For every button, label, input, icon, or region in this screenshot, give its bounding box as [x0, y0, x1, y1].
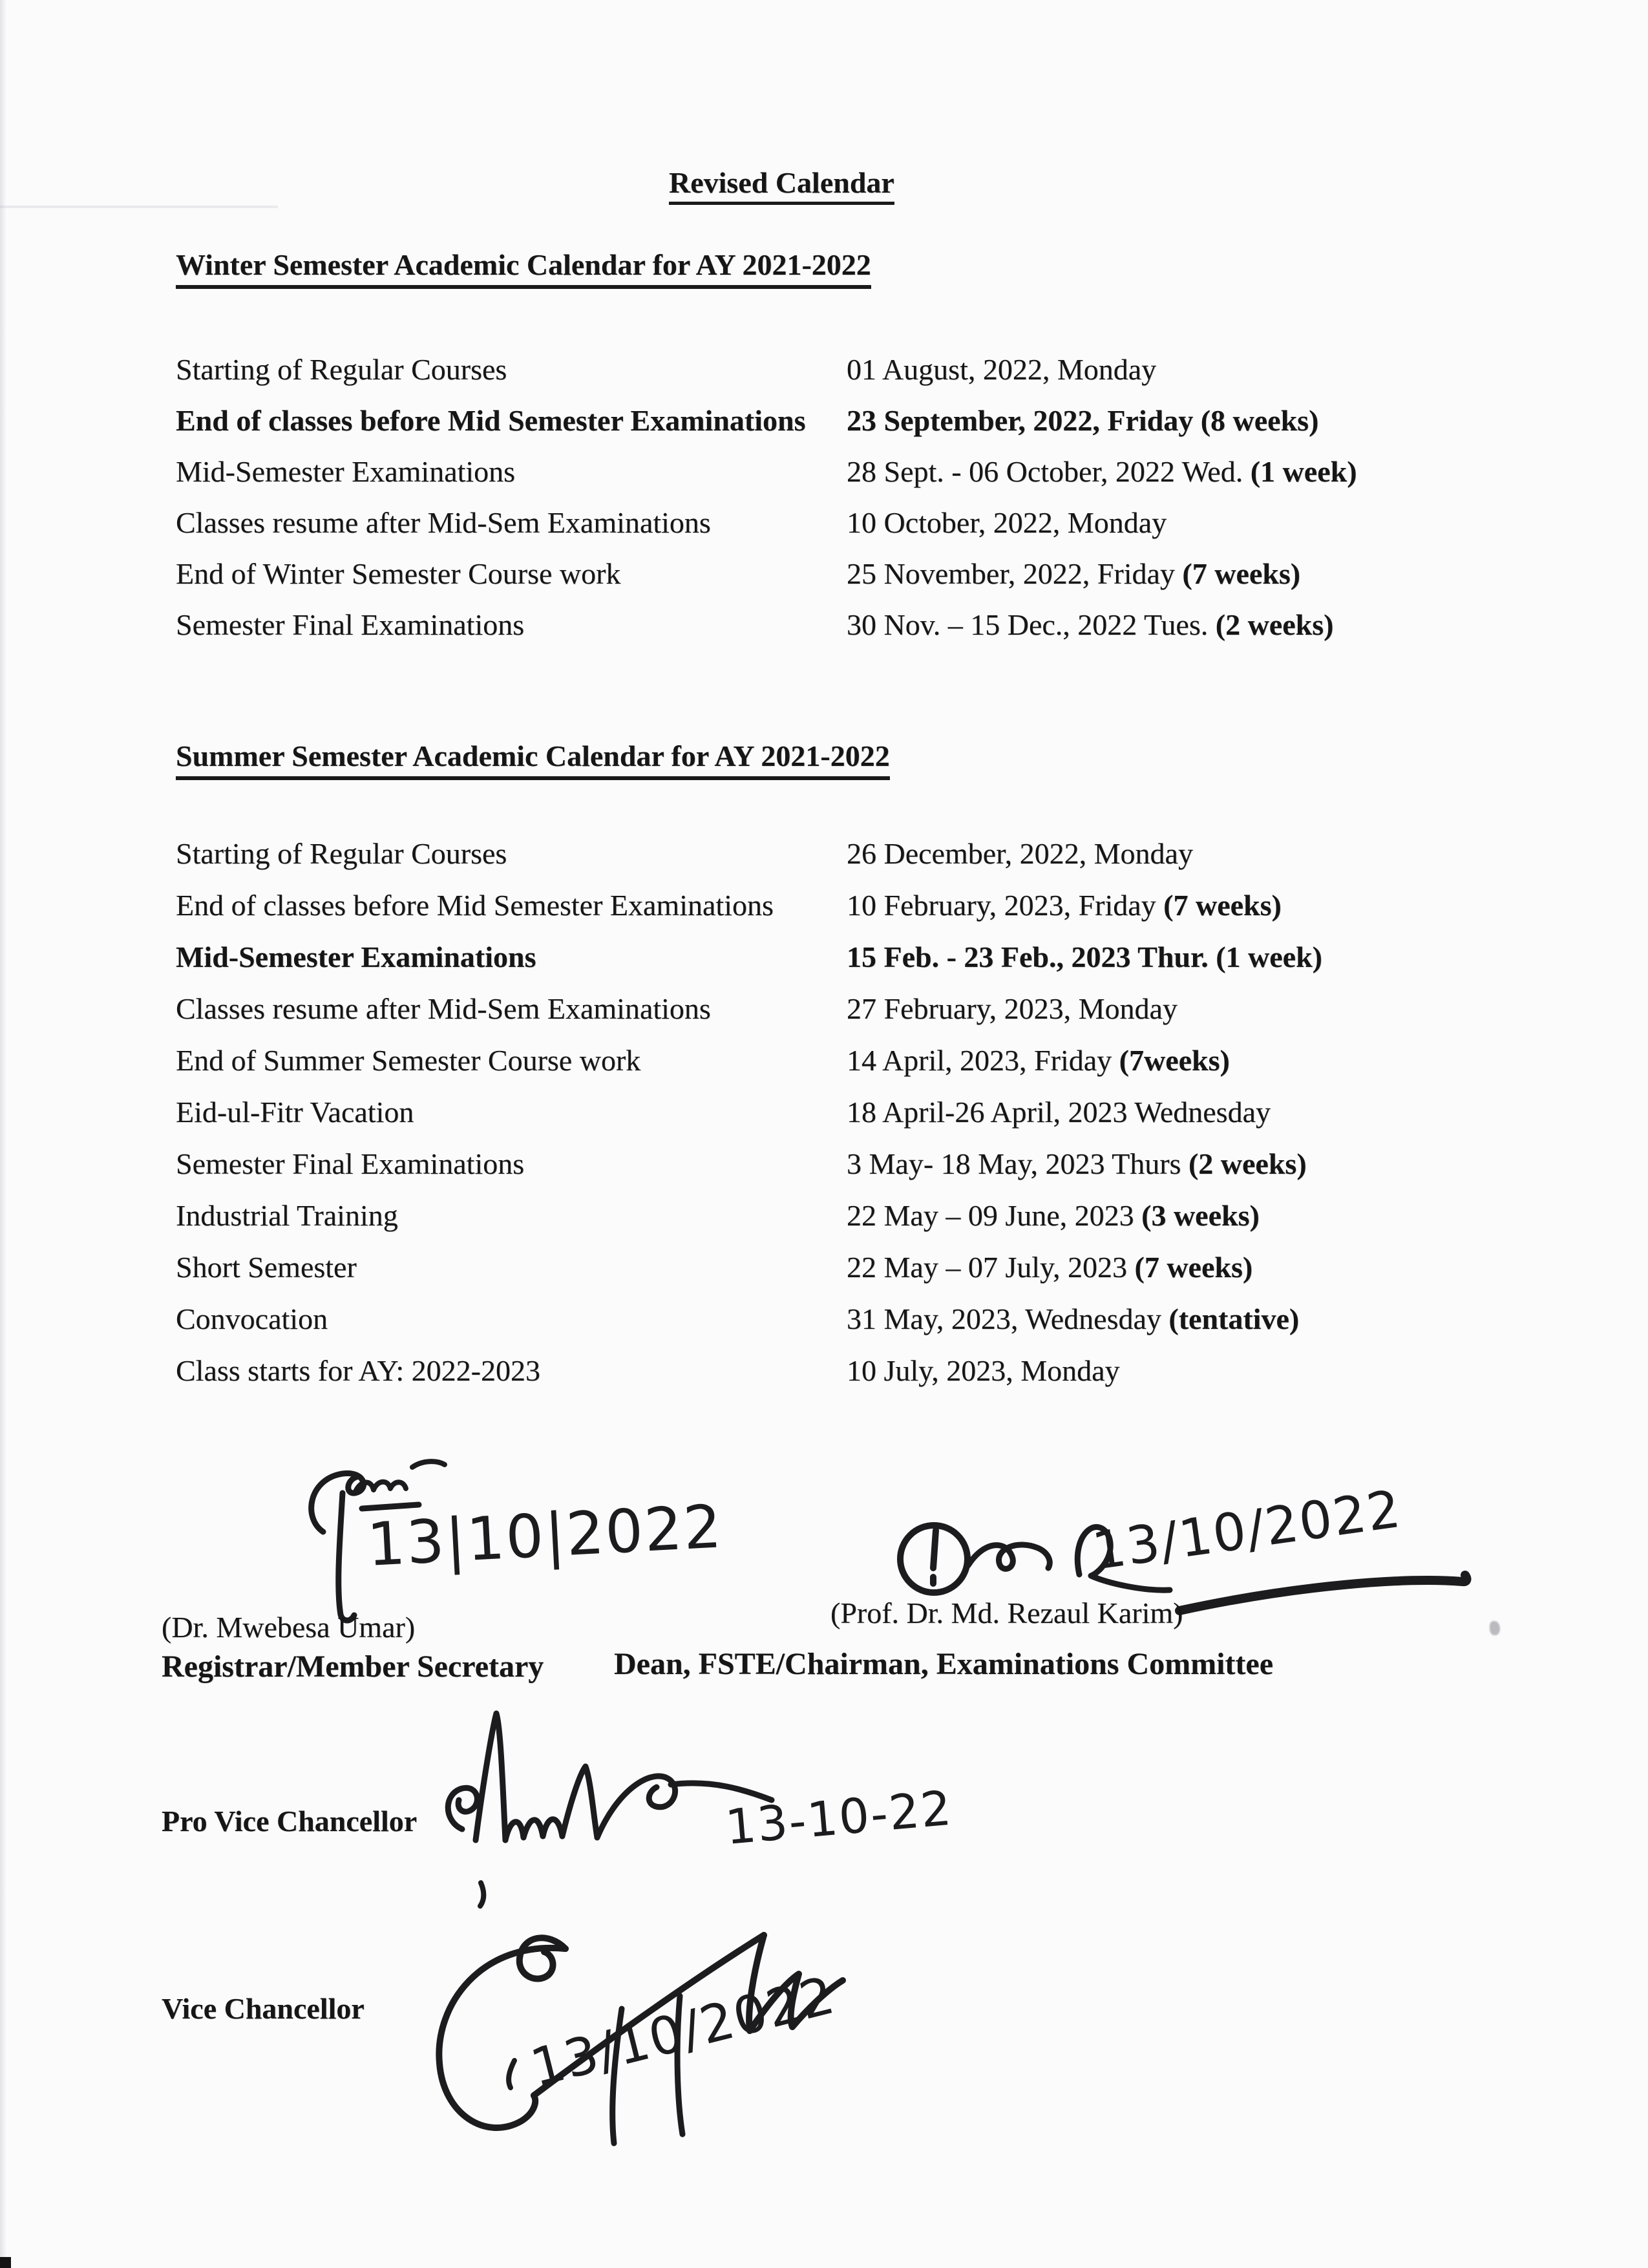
calendar-row-label: End of Winter Semester Course work: [176, 557, 621, 590]
calendar-value-segment: 28 Sept. - 06 October, 2022 Wed.: [847, 455, 1251, 488]
calendar-value-segment: 14 April, 2023, Friday: [847, 1043, 1119, 1077]
calendar-row-value: [847, 836, 1193, 871]
calendar-value-segment: 25 November, 2022, Friday: [847, 557, 1183, 590]
calendar-row: [176, 1034, 1507, 1086]
calendar-row-label: Semester Final Examinations: [176, 608, 525, 641]
scan-edge-shadow: [0, 0, 6, 2268]
calendar-row-value: [847, 1302, 1299, 1336]
vice-chancellor-label: Vice Chancellor: [162, 1992, 364, 2025]
calendar-value-segment: 26 December, 2022, Monday: [847, 836, 1193, 870]
calendar-row: [176, 931, 1507, 982]
calendar-row-value: [847, 888, 1282, 922]
calendar-value-segment: 01 August, 2022, Monday: [847, 353, 1157, 386]
calendar-value-segment: 10 February, 2023, Friday: [847, 888, 1164, 922]
calendar-row-value: [847, 454, 1357, 489]
calendar-row-value: [847, 608, 1333, 642]
calendar-value-segment: 27 February, 2023, Monday: [847, 991, 1178, 1025]
vice-chancellor-signature-date: 13/10/2022: [525, 1964, 841, 2099]
calendar-row-label: Short Semester: [176, 1250, 357, 1284]
registrar-name: (Dr. Mwebesa Umar): [162, 1611, 416, 1644]
calendar-row-label: Industrial Training: [176, 1198, 398, 1232]
winter-calendar-table: [176, 344, 1507, 650]
calendar-row: [176, 1344, 1507, 1396]
calendar-value-segment: 31 May, 2023, Wednesday: [847, 1302, 1169, 1335]
calendar-row: [176, 1086, 1507, 1138]
calendar-row-label: End of classes before Mid Semester Examinations: [176, 404, 806, 437]
signature-stroke: [412, 1461, 445, 1467]
registrar-signature-date: 13|10|2022: [365, 1492, 724, 1580]
calendar-value-bold-segment: (7 weeks): [1134, 1250, 1253, 1284]
calendar-value-segment: 10 July, 2023, Monday: [847, 1353, 1120, 1387]
calendar-row-value: [847, 1095, 1271, 1129]
calendar-row: [176, 497, 1507, 548]
pro-vice-chancellor-signature: [433, 1690, 1053, 1916]
calendar-row: [176, 1293, 1507, 1344]
calendar-value-bold-segment: (7 weeks): [1163, 888, 1282, 922]
calendar-row: [176, 1241, 1507, 1293]
calendar-value-bold-segment: 23 September, 2022, Friday (8 weeks): [847, 404, 1319, 437]
calendar-value-segment: 22 May – 07 July, 2023: [847, 1250, 1135, 1284]
calendar-row-value: [847, 352, 1156, 387]
signature-stroke: [312, 1473, 364, 1532]
signature-stroke: [476, 1713, 505, 1840]
pro-vice-chancellor-label: Pro Vice Chancellor: [162, 1805, 417, 1838]
calendar-row: [176, 982, 1507, 1034]
calendar-row-value: [847, 1147, 1307, 1181]
calendar-row: [176, 827, 1507, 879]
calendar-value-segment: 3 May- 18 May, 2023 Thurs: [847, 1147, 1188, 1180]
calendar-row-value: [847, 505, 1167, 540]
vice-chancellor-signature: [401, 1913, 1028, 2165]
scan-noise-line: [0, 206, 278, 208]
calendar-row-label: End of Summer Semester Course work: [176, 1043, 641, 1077]
calendar-row: [176, 1189, 1507, 1241]
calendar-value-segment: 22 May – 09 June, 2023: [847, 1198, 1142, 1232]
winter-section-heading: Winter Semester Academic Calendar for AY 2021-2022: [176, 249, 871, 289]
calendar-row-label: End of classes before Mid Semester Examinations: [176, 888, 774, 922]
pro-vice-chancellor-signature-date: 13-10-22: [723, 1780, 955, 1856]
calendar-row-label: Starting of Regular Courses: [176, 836, 507, 870]
calendar-row-label: Classes resume after Mid-Sem Examinations: [176, 506, 711, 539]
calendar-value-bold-segment: (3 weeks): [1141, 1198, 1260, 1232]
calendar-row-label: Class starts for AY: 2022-2023: [176, 1353, 540, 1387]
calendar-value-bold-segment: (2 weeks): [1215, 608, 1334, 641]
calendar-row-value: [847, 1353, 1120, 1388]
signature-stroke: [562, 1766, 597, 1838]
calendar-row-value: [847, 556, 1300, 591]
dean-name: (Prof. Dr. Md. Rezaul Karim): [830, 1596, 1183, 1629]
signature-stroke: [520, 1938, 565, 1978]
calendar-row-label: Semester Final Examinations: [176, 1147, 525, 1180]
calendar-value-bold-segment: 15 Feb. - 23 Feb., 2023 Thur. (1 week): [847, 940, 1322, 973]
calendar-value-bold-segment: (2 weeks): [1188, 1147, 1307, 1180]
signature-stroke: [509, 2061, 514, 2088]
calendar-value-segment: 30 Nov. – 15 Dec., 2022 Tues.: [847, 608, 1216, 641]
calendar-row-label: Eid-ul-Fitr Vacation: [176, 1095, 414, 1129]
scan-mark-bottom-left: [0, 2257, 11, 2268]
registrar-title: Registrar/Member Secretary: [162, 1649, 544, 1684]
page-title: Revised Calendar: [669, 167, 894, 205]
calendar-row: [176, 395, 1507, 446]
calendar-value-bold-segment: (7weeks): [1119, 1043, 1230, 1077]
calendar-row-label: Mid-Semester Examinations: [176, 455, 516, 488]
calendar-row-value: [847, 940, 1322, 974]
signature-stroke: [480, 1883, 483, 1906]
calendar-row: [176, 548, 1507, 599]
calendar-row: [176, 879, 1507, 931]
calendar-row-value: [847, 991, 1178, 1026]
signature-stroke: [933, 1531, 936, 1584]
calendar-row: [176, 599, 1507, 650]
signature-stroke: [968, 1545, 1050, 1569]
calendar-value-segment: 10 October, 2022, Monday: [847, 506, 1167, 539]
registrar-signature: [278, 1454, 724, 1635]
signature-stroke: [448, 1788, 477, 1829]
calendar-row: [176, 1138, 1507, 1189]
calendar-row-value: [847, 1198, 1260, 1233]
calendar-row-value: [847, 1250, 1252, 1284]
calendar-value-bold-segment: (tentative): [1168, 1302, 1300, 1335]
calendar-value-segment: 18 April-26 April, 2023 Wednesday: [847, 1095, 1271, 1129]
calendar-value-bold-segment: (7 weeks): [1182, 557, 1301, 590]
calendar-row: [176, 344, 1507, 395]
calendar-row-value: [847, 1043, 1230, 1077]
calendar-row-label: Classes resume after Mid-Sem Examinations: [176, 991, 711, 1025]
calendar-row-value: [847, 403, 1318, 438]
signature-stroke: [505, 1819, 562, 1840]
dean-title: Dean, FSTE/Chairman, Examinations Committee: [614, 1647, 1273, 1681]
dean-signature-date: 13/10/2022: [1088, 1478, 1406, 1582]
calendar-value-bold-segment: (1 week): [1250, 455, 1357, 488]
signature-stroke: [597, 1776, 675, 1838]
signature-stroke: [339, 1493, 354, 1620]
calendar-row: [176, 446, 1507, 497]
calendar-row-label: Starting of Regular Courses: [176, 353, 507, 386]
scan-speck: [1490, 1621, 1500, 1635]
summer-section-heading: Summer Semester Academic Calendar for AY 2021-2022: [176, 740, 890, 780]
summer-calendar-table: [176, 827, 1507, 1396]
calendar-row-label: Mid-Semester Examinations: [176, 940, 536, 973]
signature-underline-stroke: [1179, 1575, 1467, 1611]
calendar-row-label: Convocation: [176, 1302, 328, 1335]
